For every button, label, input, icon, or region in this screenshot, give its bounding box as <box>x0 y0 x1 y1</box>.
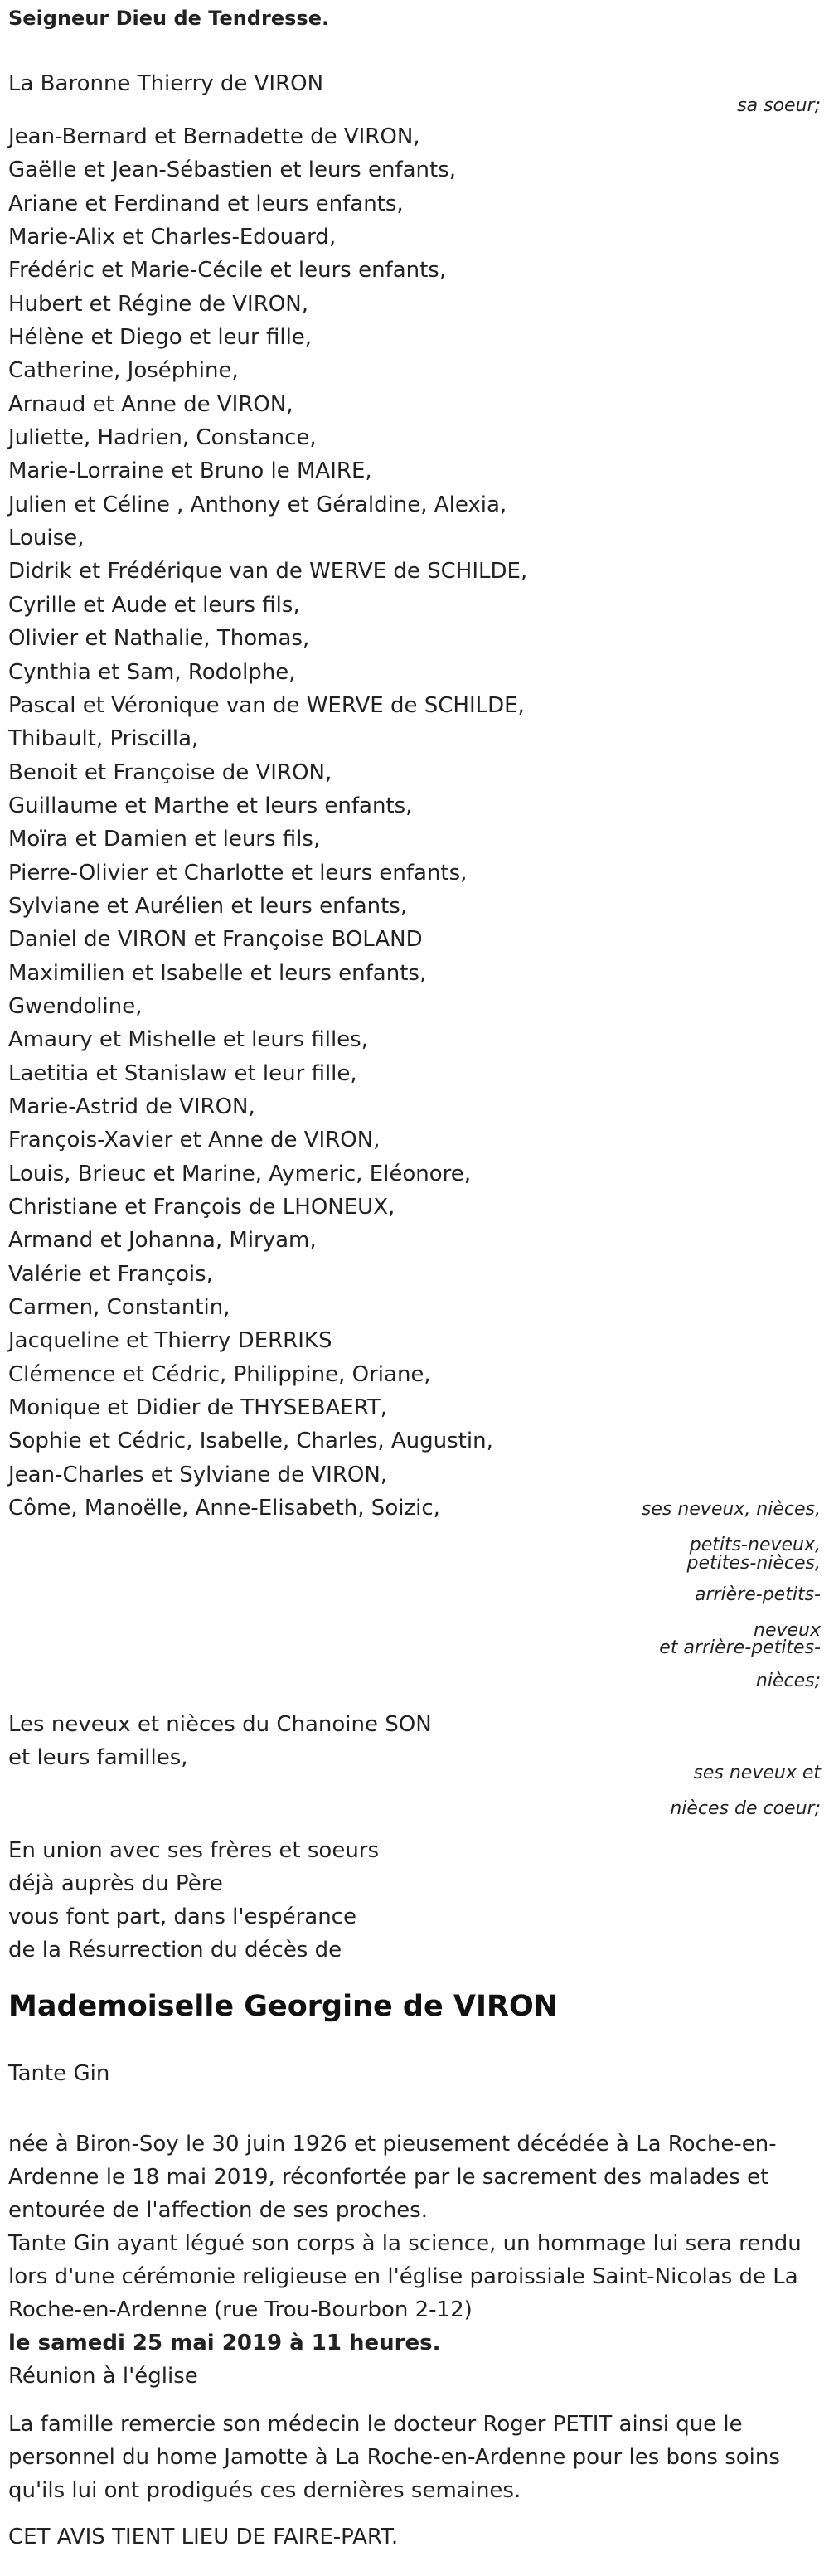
family-line: Louise, <box>8 526 85 551</box>
family-line: Laetitia et Stanislaw et leur fille, <box>8 1060 357 1086</box>
family-line: Guillaume et Marthe et leurs enfants, <box>8 793 413 818</box>
family-role-line: nièces; <box>755 1671 821 1691</box>
family-line: Marie-Lorraine et Bruno le MAIRE, <box>8 458 372 484</box>
birth-paragraph: née à Biron-Soy le 30 juin 1926 et pieusement décédée à La Roche-en-Ardenne le 18 mai 2019, réconfortée par le sacrement des malades et entourée de l'affection de ses proches. <box>8 2132 777 2223</box>
family-line: Hélène et Diego et leur fille, <box>8 325 313 351</box>
family-role-line: neveux <box>754 1620 821 1641</box>
family-role-line: ses neveux, nièces, <box>641 1499 821 1520</box>
family-line: Amaury et Mishelle et leurs filles, <box>8 1027 368 1053</box>
family-line: Didrik et Frédérique van de WERVE de SCHILDE, <box>8 559 528 585</box>
family-role-line: petits-neveux, <box>689 1535 821 1555</box>
family-line: Clémence et Cédric, Philippine, Oriane, <box>8 1361 431 1387</box>
family-line: Louis, Brieuc et Marine, Aymeric, Eléonore, <box>8 1161 472 1186</box>
family-line: Thibault, Priscilla, <box>8 726 199 752</box>
thanks-paragraph: La famille remercie son médecin le docteur Roger PETIT ainsi que le personnel du home Jamotte à La Roche-en-Ardenne pour les bons soins qu'ils lui ont prodigués ces dernières semaines. <box>8 2412 780 2503</box>
family-line: Gwendoline, <box>8 993 143 1019</box>
family-line: Benoit et Françoise de VIRON, <box>8 759 332 785</box>
union-line: vous font part, dans l'espérance <box>8 1904 356 1929</box>
family-line: Maximilien et Isabelle et leurs enfants, <box>8 960 427 986</box>
family-line: Marie-Astrid de VIRON, <box>8 1094 255 1119</box>
canon-role-line: nièces de coeur; <box>670 1798 821 1819</box>
deceased-name: Mademoiselle Georgine de VIRON <box>8 1990 558 2023</box>
union-line: de la Résurrection du décès de <box>8 1938 342 1962</box>
family-line: François-Xavier et Anne de VIRON, <box>8 1128 381 1153</box>
ceremony-paragraph: Tante Gin ayant légué son corps à la science, un hommage lui sera rendu lors d'une cérémonie religieuse en l'église paroissiale Saint-Nicolas de La Roche-en-Ardenne (rue Trou-Bourbon 2-12) <box>8 2231 802 2322</box>
family-line: Daniel de VIRON et Françoise BOLAND <box>8 927 423 953</box>
ceremony-date: le samedi 25 mai 2019 à 11 heures. <box>8 2331 441 2355</box>
family-line: Christiane et François de LHONEUX, <box>8 1195 395 1220</box>
family-line: Côme, Manoëlle, Anne-Elisabeth, Soizic, <box>8 1496 440 1521</box>
reunion-line: Réunion à l'église <box>8 2364 198 2389</box>
family-line: Hubert et Régine de VIRON, <box>8 291 308 317</box>
family-line: Cynthia et Sam, Rodolphe, <box>8 659 296 685</box>
family-line: Monique et Didier de THYSEBAERT, <box>8 1395 388 1421</box>
family-line: Marie-Alix et Charles-Edouard, <box>8 225 337 250</box>
family-line: Armand et Johanna, Miryam, <box>8 1228 317 1254</box>
family-line: Carmen, Constantin, <box>8 1295 230 1321</box>
family-line: Sylviane et Aurélien et leurs enfants, <box>8 893 408 919</box>
family-line: Moïra et Damien et leurs fils, <box>8 827 321 852</box>
union-line: En union avec ses frères et soeurs <box>8 1838 380 1863</box>
closing-line: CET AVIS TIENT LIEU DE FAIRE-PART. <box>8 2525 399 2549</box>
canon-role-line: ses neveux et <box>693 1763 821 1783</box>
family-line: Jean-Bernard et Bernadette de VIRON, <box>8 124 420 149</box>
sister-name: La Baronne Thierry de VIRON <box>8 71 324 96</box>
family-line: Julien et Céline , Anthony et Géraldine, Alexia, <box>8 492 507 517</box>
family-role-line: et arrière-petites- <box>659 1637 821 1658</box>
family-line: Pascal et Véronique van de WERVE de SCHILDE, <box>8 692 525 718</box>
family-role-line: arrière-petits- <box>694 1584 821 1605</box>
canon-line: Les neveux et nièces du Chanoine SON <box>8 1712 432 1737</box>
family-line: Valérie et François, <box>8 1261 213 1287</box>
family-line: Cyrille et Aude et leurs fils, <box>8 592 300 618</box>
family-line: Catherine, Joséphine, <box>8 358 239 384</box>
family-line: Pierre-Olivier et Charlotte et leurs enfants, <box>8 860 468 885</box>
opening-line: Seigneur Dieu de Tendresse. <box>8 7 330 30</box>
family-role-line: petites-nièces, <box>686 1553 821 1574</box>
family-line: Juliette, Hadrien, Constance, <box>8 425 317 451</box>
sister-role: sa soeur; <box>737 95 821 116</box>
canon-line: et leurs familles, <box>8 1745 188 1770</box>
union-line: déjà auprès du Père <box>8 1871 223 1896</box>
family-list <box>8 120 527 1525</box>
family-line: Gaëlle et Jean-Sébastien et leurs enfants, <box>8 158 457 183</box>
family-line: Jean-Charles et Sylviane de VIRON, <box>8 1462 388 1487</box>
family-line: Arnaud et Anne de VIRON, <box>8 391 293 417</box>
family-line: Olivier et Nathalie, Thomas, <box>8 626 310 652</box>
family-line: Jacqueline et Thierry DERRIKS <box>8 1328 332 1354</box>
family-line: Frédéric et Marie-Cécile et leurs enfants, <box>8 258 447 284</box>
family-line: Ariane et Ferdinand et leurs enfants, <box>8 191 404 216</box>
family-line: Sophie et Cédric, Isabelle, Charles, Augustin, <box>8 1429 493 1454</box>
deceased-nickname: Tante Gin <box>8 2061 110 2086</box>
